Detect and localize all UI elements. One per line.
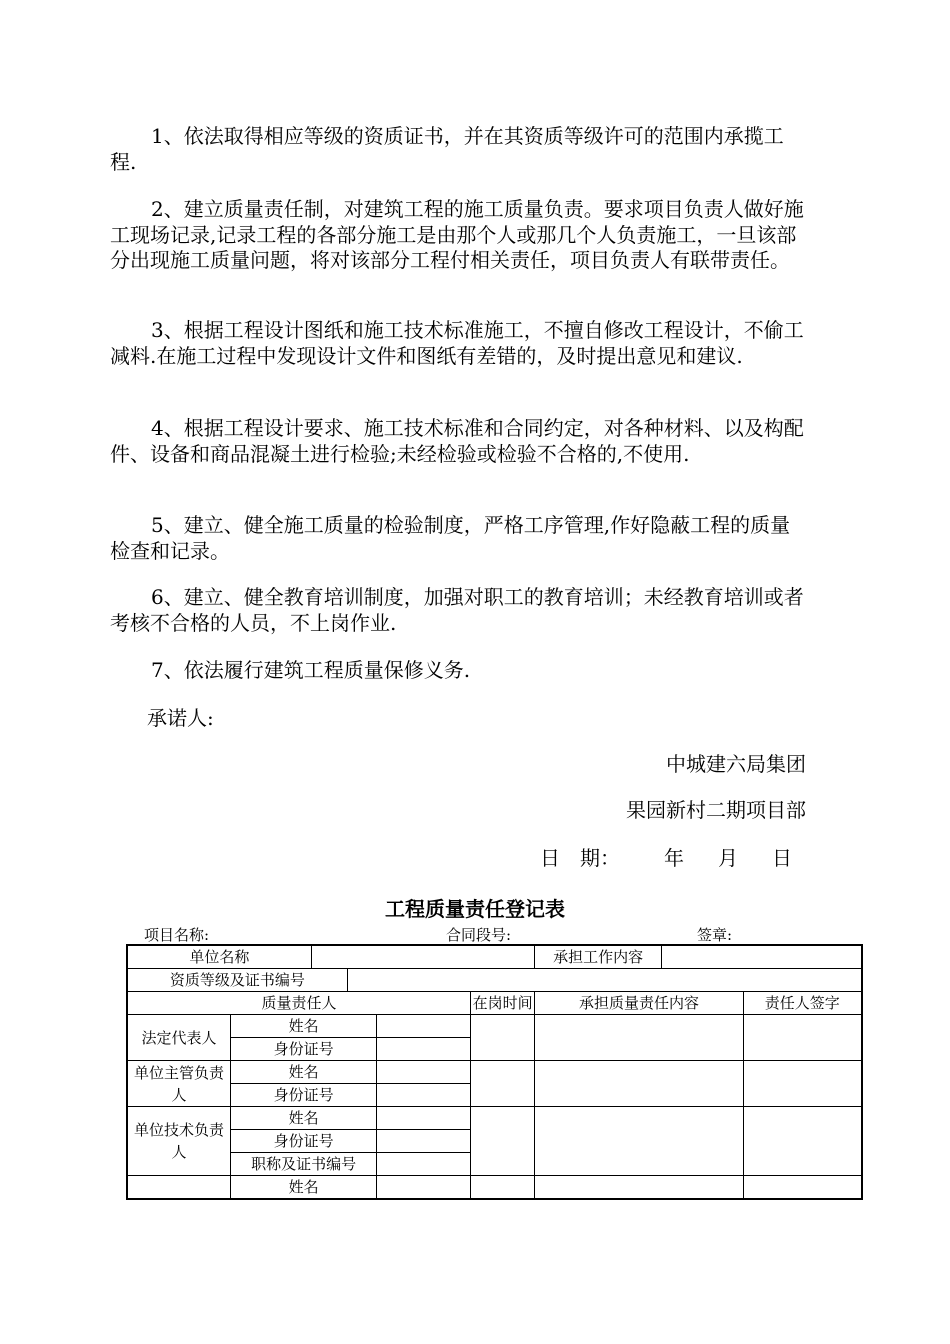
date-month: 月: [718, 846, 738, 870]
quality-registration-table: [126, 944, 863, 1200]
unit-name-value[interactable]: [311, 945, 535, 969]
paragraph-7: 7、依法履行建筑工程质量保修义务.: [151, 658, 471, 682]
table-row: [127, 1176, 862, 1200]
quality-person-header: 质量责任人: [127, 992, 470, 1015]
seal-label: 签章:: [697, 926, 733, 944]
id-number-label: 身份证号: [231, 1084, 377, 1107]
paragraph-5: 5、建立、健全施工质量的检验制度，严格工序管理,作好隐蔽工程的质量检查和记录。: [110, 513, 791, 563]
paragraph-2: 2、建立质量责任制，对建筑工程的施工质量负责。要求项目负责人做好施工现场记录,记录工程的各部分施工是由那个人或那几个人负责施工，一旦该部分出现施工质量问题，将对该部分工程付相关责任，项目负责人有联带责任。: [110, 197, 804, 272]
contract-section-label: 合同段号:: [446, 926, 512, 944]
tech-manager-label: 单位技术负责人: [127, 1107, 231, 1176]
date-line: [540, 846, 792, 871]
tech-manager-signature[interactable]: [743, 1107, 862, 1176]
qualification-value[interactable]: [347, 969, 862, 992]
legal-rep-label: 法定代表人: [127, 1015, 231, 1061]
paragraph-4: 4、根据工程设计要求、施工技术标准和合同约定，对各种材料、以及构配件、设备和商品混凝土进行检验;未经检验或检验不合格的,不使用.: [110, 416, 804, 466]
date-year: 年: [664, 846, 684, 870]
table-row: [127, 969, 862, 992]
department-name: 果园新村二期项目部: [626, 798, 806, 822]
table-row: [127, 945, 862, 969]
qualification-label: 资质等级及证书编号: [127, 969, 347, 992]
undertake-work-label: 承担工作内容: [535, 945, 661, 969]
unit-manager-id-value[interactable]: [377, 1084, 471, 1107]
quality-content-header: 承担质量责任内容: [535, 992, 743, 1015]
table-row: [127, 1107, 862, 1130]
tech-manager-content[interactable]: [535, 1107, 743, 1176]
unit-manager-name-value[interactable]: [377, 1061, 471, 1084]
date-day: 日: [772, 846, 792, 870]
date-label: 日 期：: [540, 846, 620, 870]
tech-manager-id-value[interactable]: [377, 1130, 471, 1153]
name-value[interactable]: [377, 1176, 471, 1200]
paragraph-6: 6、建立、健全教育培训制度，加强对职工的教育培训；未经教育培训或者考核不合格的人员，不上岗作业.: [110, 585, 804, 635]
name-label: 姓名: [231, 1107, 377, 1130]
on-post-time-header: 在岗时间: [470, 992, 534, 1015]
name-label: 姓名: [231, 1061, 377, 1084]
unit-manager-signature[interactable]: [743, 1061, 862, 1107]
promisor-label: 承诺人:: [147, 706, 214, 730]
tech-manager-cert-value[interactable]: [377, 1153, 471, 1176]
content-value[interactable]: [535, 1176, 743, 1200]
id-number-label: 身份证号: [231, 1038, 377, 1061]
title-cert-label: 职称及证书编号: [231, 1153, 377, 1176]
table-row: [127, 1015, 862, 1038]
signature-value[interactable]: [743, 1176, 862, 1200]
unit-manager-time[interactable]: [470, 1061, 534, 1107]
unit-manager-label: 单位主管负责人: [127, 1061, 231, 1107]
undertake-work-value[interactable]: [661, 945, 862, 969]
name-label: 姓名: [231, 1176, 377, 1200]
legal-rep-id-value[interactable]: [377, 1038, 471, 1061]
tech-manager-name-value[interactable]: [377, 1107, 471, 1130]
legal-rep-name-value[interactable]: [377, 1015, 471, 1038]
tech-manager-time[interactable]: [470, 1107, 534, 1176]
name-label: 姓名: [231, 1015, 377, 1038]
project-name-label: 项目名称:: [144, 926, 210, 944]
paragraph-1: 1、依法取得相应等级的资质证书，并在其资质等级许可的范围内承揽工程.: [110, 124, 784, 174]
paragraph-3: 3、根据工程设计图纸和施工技术标准施工，不擅自修改工程设计，不偷工减料.在施工过程中发现设计文件和图纸有差错的，及时提出意见和建议.: [110, 318, 804, 368]
legal-rep-content[interactable]: [535, 1015, 743, 1061]
table-row: [127, 1061, 862, 1084]
id-number-label: 身份证号: [231, 1130, 377, 1153]
table-row: [127, 992, 862, 1015]
time-value[interactable]: [470, 1176, 534, 1200]
legal-rep-time[interactable]: [470, 1015, 534, 1061]
signature-header: 责任人签字: [743, 992, 862, 1015]
form-title: 工程质量责任登记表: [385, 897, 565, 921]
company-name: 中城建六局集团: [666, 752, 806, 776]
unit-manager-content[interactable]: [535, 1061, 743, 1107]
legal-rep-signature[interactable]: [743, 1015, 862, 1061]
unit-name-label: 单位名称: [127, 945, 311, 969]
role-label-empty[interactable]: [127, 1176, 231, 1200]
